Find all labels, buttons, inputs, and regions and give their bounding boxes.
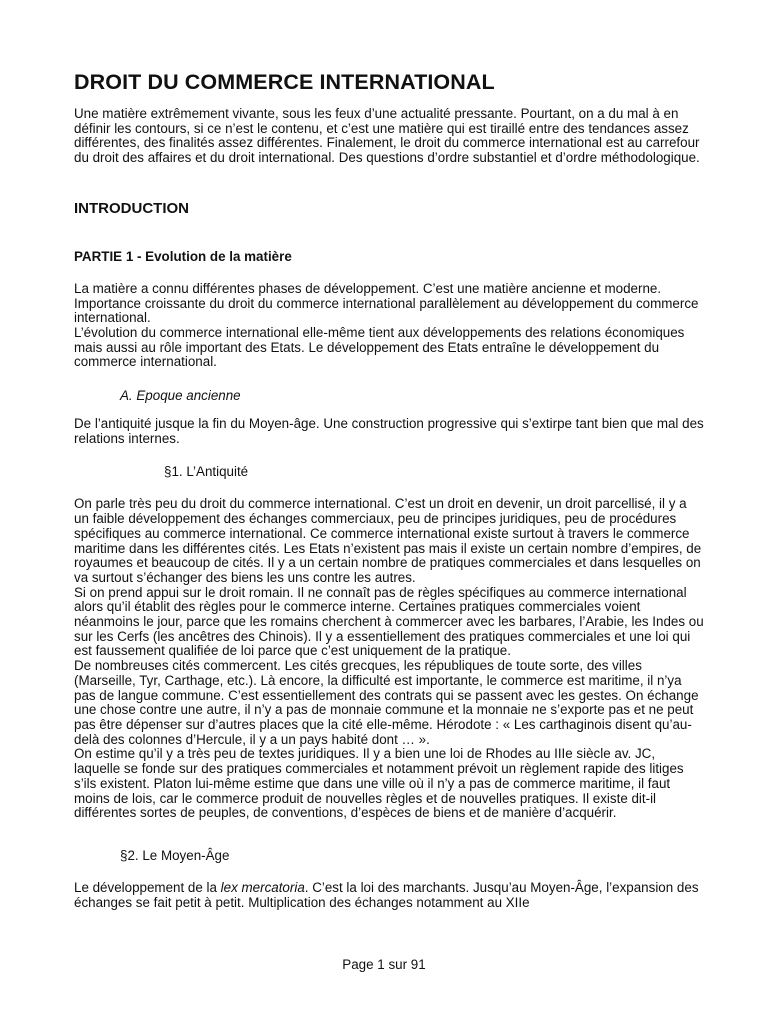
text-run: Le développement de la — [74, 879, 221, 895]
partie-paragraph: L’évolution du commerce international elle-même tient aux développements des relations économiques mais aussi au rôle important des Etats. Le développement des Etats entraîne le développement du commerce international. — [74, 324, 685, 370]
body-paragraph: De nombreuses cités commercent. Les cités grecques, les républiques de toute sorte, des villes (Marseille, Tyr, Carthage, etc.). Là encore, la difficulté est importante, le commerce est maritime, il n’ya pas de langue commune. C’est essentiellement des contrats qui se passent avec les gestes. On échange une chose contre une autre, il n’y a pas de monnaie commune et la monnaie ne s’exporte pas et ne peut pas être dépenser sur d’autres places que la cité elle-même. Hérodote : « Les carthaginois disent qu’au-delà des colonnes d’Hercule, il y a un pays habité dont … ». — [74, 658, 699, 747]
section-heading-introduction: INTRODUCTION — [74, 199, 189, 217]
paragraph-heading-antiquite: §1. L’Antiquité — [164, 464, 249, 480]
document-title: DROIT DU COMMERCE INTERNATIONAL — [74, 70, 495, 94]
partie-paragraph: La matière a connu différentes phases de développement. C’est une matière ancienne et moderne. Importance croissante du droit du commerce international parallèlement au développement du commerce international. — [74, 280, 699, 326]
body-paragraph: Si on prend appui sur le droit romain. Il ne connaît pas de règles spécifiques au commerce international alors qu’il établit des règles pour le commerce interne. Certaines pratiques commerciales voient néanmoins le jour, parce que les romains cherchent à commercer avec les barbares, l’Arabie, les Indes ou sur les Cerfs (les ancêtres des Chinois). Il y a essentiellement des pratiques commerciales et une loi qui est faussement qualifiée de loi parce que c’est uniquement de la pratique. — [74, 584, 704, 659]
body-paragraph: On estime qu’il y a très peu de textes juridiques. Il y a bien une loi de Rhodes au IIIe siècle av. JC, laquelle se fonde sur des pratiques commerciales et notamment prévoit un règlement rapide des litiges s’ils existent. Platon lui-même estime que dans une ville où il n’y a pas de commerce maritime, il faut moins de lois, car le commerce produit de nouvelles règles et de nouvelles pratiques. Il existe dit-il différentes sortes de peuples, de conventions, d’espèces de biens et de manière d’acquérir. — [74, 746, 684, 821]
intro-paragraph: Une matière extrêmement vivante, sous les feux d’une actualité pressante. Pourtant, on a du mal à en définir les contours, si ce n’est le contenu, et c’est une matière qui est tiraillé entre des tendances assez différentes, des finalités assez différentes. Finalement, le droit du commerce international est au carrefour du droit des affaires et du droit international. Des questions d’ordre substantiel et d’ordre méthodologique. — [74, 106, 700, 166]
text-run: . C’est la loi des marchants. Jusqu’au Moyen-Âge, l’expansion des échanges se fait petit à petit. Multiplication des échanges notamment au XIIe — [74, 879, 699, 910]
body-paragraph — [74, 881, 704, 910]
italic-term: lex mercatoria — [220, 879, 305, 895]
subsection-paragraph: De l’antiquité jusque la fin du Moyen-âge. Une construction progressive qui s’extirpe tant bien que mal des relations internes. — [74, 416, 704, 446]
body-paragraph: On parle très peu du droit du commerce international. C’est un droit en devenir, un droit parcellisé, il y a un faible développement des échanges commerciaux, peu de principes juridiques, peu de procédures spécifiques au commerce international. Ce commerce international existe surtout à travers le commerce maritime dans les différentes cités. Les Etats n’existent pas mais il existe un certain nombre d’empires, de royaumes et beaucoup de cités. Il y a un certain nombre de pratiques commerciales et dans lesquelles on va surtout s’échanger des biens les uns contre les autres. — [74, 496, 702, 585]
paragraph-heading-moyen-age: §2. Le Moyen-Âge — [120, 847, 230, 863]
partie-heading: PARTIE 1 - Evolution de la matière — [74, 248, 292, 264]
page-number-footer: Page 1 sur 91 — [342, 957, 426, 972]
document-body — [74, 68, 704, 910]
subsection-heading-a: A. Epoque ancienne — [120, 388, 241, 404]
